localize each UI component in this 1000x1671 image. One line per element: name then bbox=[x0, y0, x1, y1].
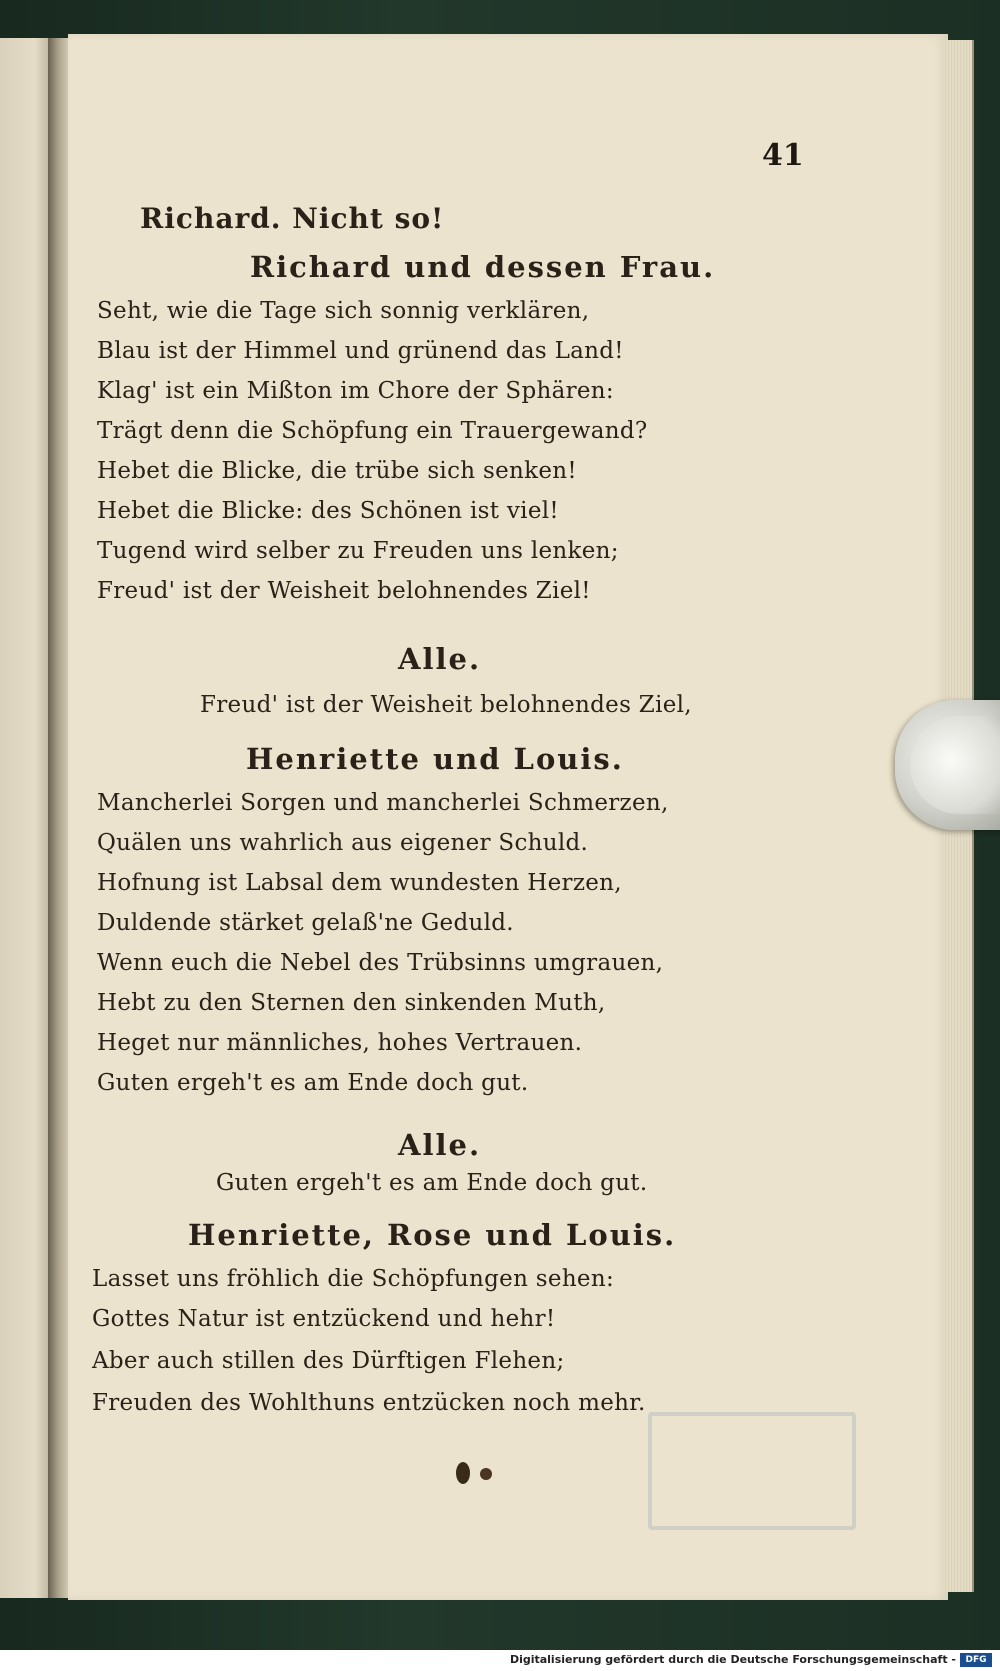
verse-line: Freud' ist der Weisheit belohnendes Ziel, bbox=[200, 692, 692, 718]
verse-line: Duldende stärket gelaß'ne Geduld. bbox=[97, 910, 514, 936]
verse-line: Freuden des Wohlthuns entzücken noch mehr. bbox=[92, 1390, 646, 1416]
dfg-logo: DFG bbox=[960, 1653, 992, 1667]
verse-line: Freud' ist der Weisheit belohnendes Ziel! bbox=[97, 578, 591, 604]
verse-line: Guten ergeh't es am Ende doch gut. bbox=[216, 1170, 648, 1196]
verse-line: Wenn euch die Nebel des Trübsinns umgrauen, bbox=[97, 950, 664, 976]
verse-line: Hebt zu den Sternen den sinkenden Muth, bbox=[97, 990, 606, 1016]
footer-credit: Digitalisierung gefördert durch die Deutsche Forschungsgemeinschaft - bbox=[509, 1653, 956, 1666]
speaker-heading: Alle. bbox=[398, 642, 482, 676]
ink-blot bbox=[480, 1468, 492, 1480]
verse-line: Quälen uns wahrlich aus eigener Schuld. bbox=[97, 830, 589, 856]
footer-bar bbox=[0, 1650, 1000, 1671]
speaker-heading: Richard und dessen Frau. bbox=[250, 250, 716, 284]
speaker-heading: Alle. bbox=[398, 1128, 482, 1162]
verse-line: Aber auch stillen des Dürftigen Flehen; bbox=[92, 1348, 565, 1374]
verse-line: Hebet die Blicke: des Schönen ist viel! bbox=[97, 498, 559, 524]
verse-line: Blau ist der Himmel und grünend das Land! bbox=[97, 338, 624, 364]
verse-line: Mancherlei Sorgen und mancherlei Schmerzen, bbox=[97, 790, 669, 816]
ink-blot bbox=[456, 1462, 470, 1484]
verse-line: Tugend wird selber zu Freuden uns lenken; bbox=[97, 538, 619, 564]
verse-line: Gottes Natur ist entzückend und hehr! bbox=[92, 1306, 556, 1332]
library-stamp bbox=[648, 1412, 856, 1530]
verse-line: Klag' ist ein Mißton im Chore der Sphären: bbox=[97, 378, 614, 404]
glass-page-weight-highlight bbox=[910, 716, 1000, 814]
verse-line: Lasset uns fröhlich die Schöpfungen sehen: bbox=[92, 1266, 615, 1292]
verse-line: Heget nur männliches, hohes Vertrauen. bbox=[97, 1030, 583, 1056]
speaker-heading: Henriette und Louis. bbox=[246, 742, 624, 776]
book-gutter bbox=[48, 38, 70, 1598]
previous-page-edge bbox=[0, 38, 52, 1598]
verse-line: Hofnung ist Labsal dem wundesten Herzen, bbox=[97, 870, 622, 896]
page-number: 41 bbox=[762, 138, 804, 173]
speaker-line: Richard. Nicht so! bbox=[140, 202, 445, 235]
verse-line: Guten ergeh't es am Ende doch gut. bbox=[97, 1070, 529, 1096]
verse-line: Hebet die Blicke, die trübe sich senken! bbox=[97, 458, 577, 484]
verse-line: Trägt denn die Schöpfung ein Trauergewand? bbox=[97, 418, 648, 444]
verse-line: Seht, wie die Tage sich sonnig verklären, bbox=[97, 298, 590, 324]
speaker-heading: Henriette, Rose und Louis. bbox=[188, 1218, 677, 1252]
